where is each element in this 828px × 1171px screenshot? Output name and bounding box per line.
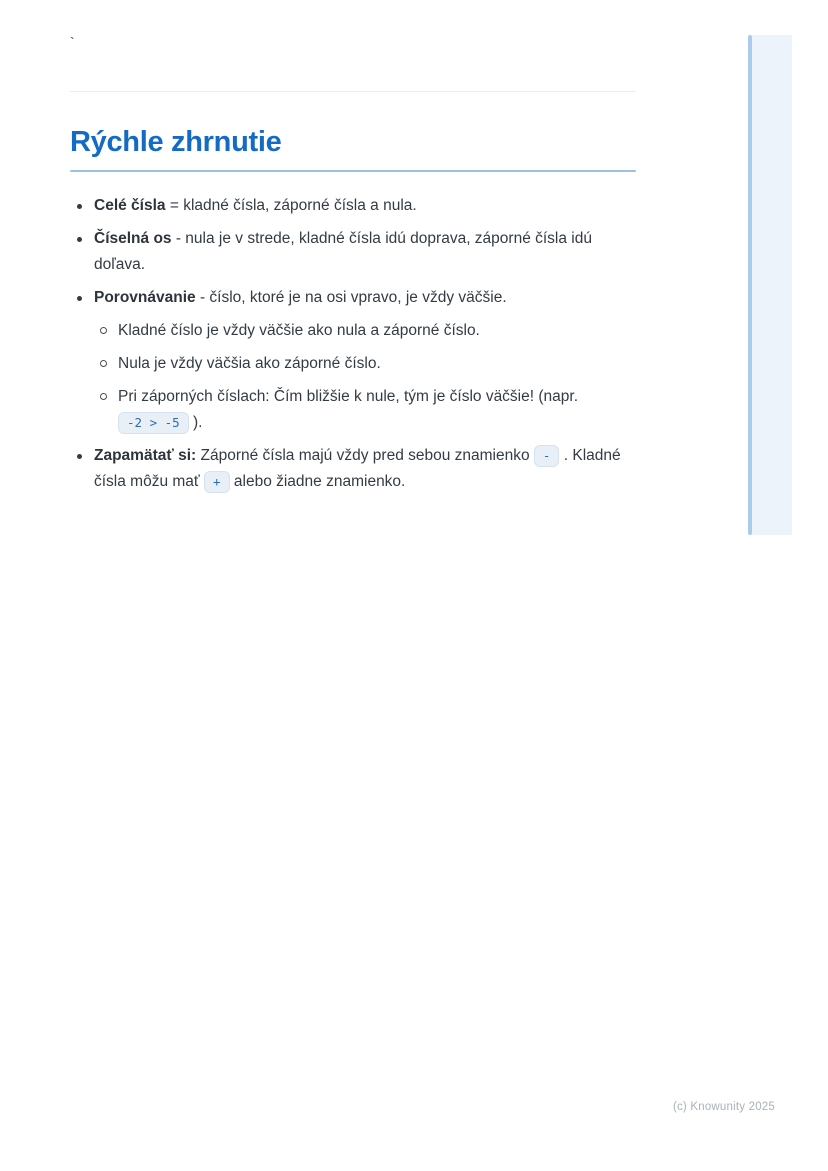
scrollbar-track[interactable] bbox=[752, 35, 792, 535]
term-bold: Celé čísla bbox=[94, 197, 166, 214]
top-divider bbox=[70, 91, 636, 92]
term-bold: Číselná os bbox=[94, 230, 172, 247]
list-item-cele-cisla bbox=[70, 193, 636, 219]
list-item-porovnavanie bbox=[70, 285, 636, 436]
sub-item-text: ). bbox=[188, 414, 203, 431]
scrollbar-thumb[interactable] bbox=[748, 35, 752, 535]
sub-item-text: Pri záporných číslach: Čím bližšie k nule, tým je číslo väčšie! (napr. bbox=[118, 388, 578, 405]
page-title: Rýchle zhrnutie bbox=[70, 126, 282, 158]
sub-item-nula bbox=[94, 351, 636, 377]
inline-code-minus: - bbox=[534, 445, 560, 467]
sub-item-text: Kladné číslo je vždy väčšie ako nula a záporné číslo. bbox=[118, 322, 480, 339]
document-content bbox=[70, 0, 636, 502]
term-definition: - nula je v strede, kladné čísla idú doprava, záporné čísla idú doľava. bbox=[94, 230, 592, 273]
term-definition: - číslo, ktoré je na osi vpravo, je vždy väčšie. bbox=[195, 289, 507, 306]
term-definition: . Kladné čísla môžu mať bbox=[94, 447, 621, 490]
term-bold: Porovnávanie bbox=[94, 289, 196, 306]
copyright-footer: (c) Knowunity 2025 bbox=[672, 1101, 775, 1113]
inline-code-plus: + bbox=[204, 471, 230, 493]
summary-list bbox=[70, 193, 636, 495]
list-item-ciselna-os bbox=[70, 226, 636, 278]
list-item-zapamatat bbox=[70, 443, 636, 495]
sub-list bbox=[94, 318, 636, 436]
term-definition: Záporné čísla majú vždy pred sebou znamienko bbox=[196, 447, 534, 464]
stray-backtick: ` bbox=[70, 34, 75, 50]
term-definition: alebo žiadne znamienko. bbox=[229, 473, 406, 490]
heading-underline bbox=[70, 170, 636, 172]
inline-code-comparison: -2 > -5 bbox=[118, 412, 189, 434]
term-definition: = kladné čísla, záporné čísla a nula. bbox=[165, 197, 417, 214]
sub-item-text: Nula je vždy väčšia ako záporné číslo. bbox=[118, 355, 381, 372]
sub-item-zaporne bbox=[94, 384, 636, 436]
sub-item-kladne bbox=[94, 318, 636, 344]
term-bold: Zapamätať si: bbox=[94, 447, 197, 464]
